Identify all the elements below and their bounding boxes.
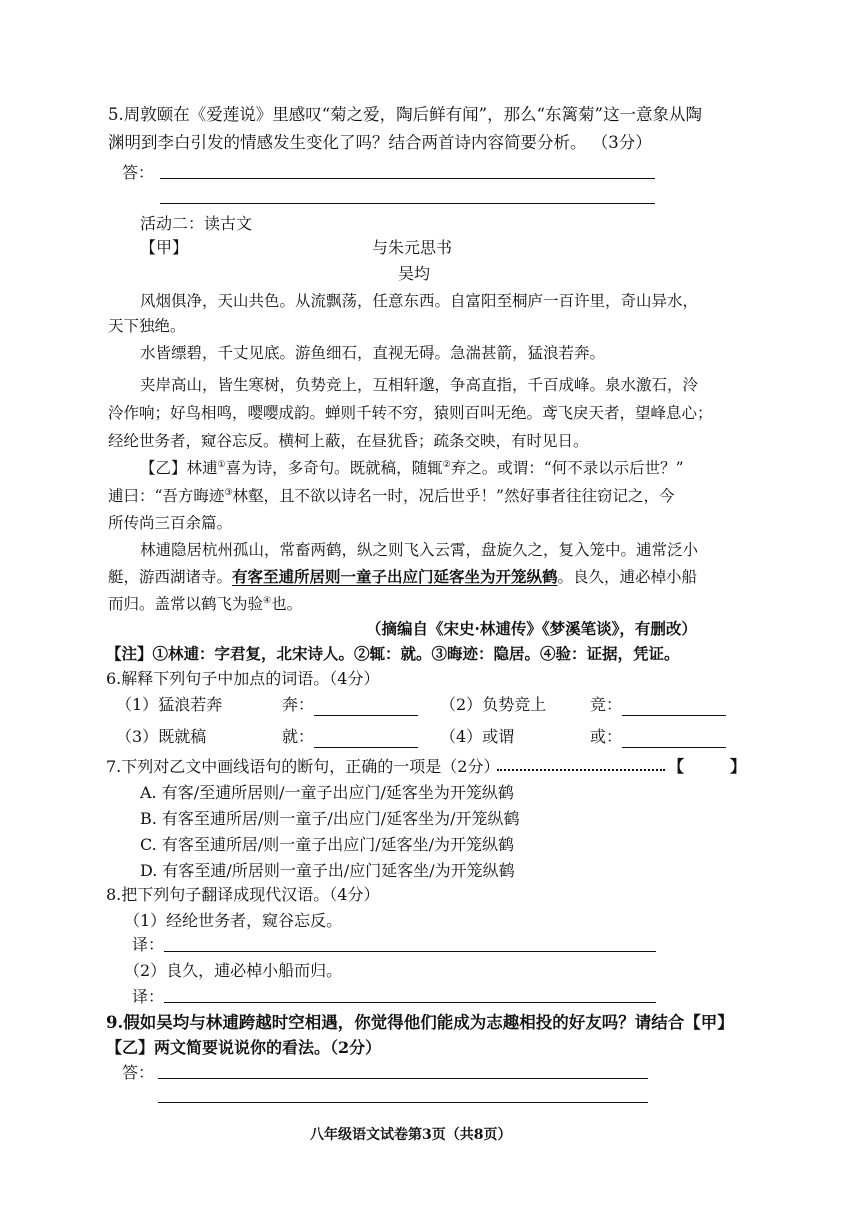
- q6-item3-word: 就：: [282, 727, 315, 746]
- passage-yi-line3: 所传尚三百余篇。: [108, 514, 233, 532]
- q6-item1-phrase: 猛浪若奔: [158, 695, 223, 714]
- q7-answer-box[interactable]: [690, 754, 730, 778]
- q9-line1: 9.假如吴均与林逋跨越时空相遇，你觉得他们能成为志趣相投的好友吗？请结合【甲】: [106, 1013, 734, 1032]
- q9-line2: 【乙】两文简要说说你的看法。（2分）: [106, 1038, 382, 1057]
- note-marker-3: ③: [224, 487, 233, 498]
- q6-item1-word: 奔：: [282, 695, 315, 714]
- passage-yi-l6b: 也。: [271, 595, 303, 613]
- q6-item2-answer: [590, 694, 726, 716]
- passage-jia-p1b: 天下独绝。: [108, 317, 186, 335]
- q8-sentence2: （2）良久，逋必棹小船而归。: [124, 961, 343, 980]
- q6-item3-num: （3）: [116, 727, 159, 746]
- q8-label2: 译：: [132, 987, 165, 1006]
- q7-leader-dots: [497, 769, 665, 771]
- passage-yi-line4: 林逋隐居杭州孤山，常畜两鹤，纵之则飞入云霄，盘旋久之，复入笼中。逋常泛小: [140, 541, 699, 559]
- note-marker-4: ④: [263, 595, 272, 606]
- q6-item3-blank[interactable]: [314, 729, 418, 748]
- q5-answer-line-1[interactable]: [160, 178, 655, 179]
- q6-item4-num: （4）: [440, 727, 483, 746]
- passage-yi-line6: [108, 593, 302, 615]
- q6-stem: 6.解释下列句子中加点的词语。（4分）: [106, 669, 380, 688]
- q6-item2: [440, 694, 546, 716]
- q7-option-d[interactable]: D. 有客至逋/所居则一童子出/应门延客坐/为开笼纵鹤: [140, 861, 515, 880]
- q5-answer-label: 答：: [122, 163, 155, 182]
- page-footer: 八年级语文试卷第3页（共8页）: [310, 1127, 512, 1143]
- activity2-title: 活动二：读古文: [140, 214, 253, 233]
- passage-jia-tag: 【甲】: [140, 238, 189, 257]
- passage-yi-line2: [108, 485, 674, 507]
- underlined-sentence: 有客至逋所居则一童子出应门延客坐为开笼纵鹤: [232, 567, 558, 586]
- q5-answer-line-2[interactable]: [160, 203, 655, 204]
- q7-stem: 7.下列对乙文中画线语句的断句，正确的一项是（2分）: [106, 757, 500, 776]
- passage-yi-l1b: 喜为诗，多奇句。既就稿，随辄: [225, 459, 443, 477]
- q7-option-a[interactable]: A. 有客/至逋所居则/一童子出应门/延客坐为开笼纵鹤: [140, 783, 514, 802]
- passage-jia-title: 与朱元思书: [372, 238, 453, 257]
- q6-item1-blank[interactable]: [314, 697, 418, 716]
- q6-item1-num: （1）: [116, 695, 159, 714]
- passage-jia-p2: 水皆缥碧，千丈见底。游鱼细石，直视无碍。急湍甚箭，猛浪若奔。: [140, 344, 606, 362]
- passage-jia-p3a: 夹岸高山，皆生寒树，负势竞上，互相轩邈，争高直指，千百成峰。泉水激石，泠: [140, 376, 699, 394]
- note-marker-1: ①: [217, 459, 226, 470]
- q8-stem: 8.把下列句子翻译成现代汉语。（4分）: [106, 885, 380, 904]
- passage-yi-l1c: 弃之。或谓：“何不录以示后世？”: [450, 459, 684, 477]
- q6-item1: [116, 694, 222, 716]
- passage-yi-tag: 【乙】: [140, 459, 187, 477]
- q6-item3-answer: [282, 726, 418, 748]
- notes: 【注】①林逋：字君复，北宋诗人。②辄：就。③晦迹：隐居。④验：证据，凭证。: [106, 644, 680, 663]
- passage-jia-p3c: 经纶世务者，窥谷忘反。横柯上蔽，在昼犹昏；疏条交映，有时见日。: [108, 432, 589, 450]
- q6-item2-num: （2）: [440, 695, 483, 714]
- q7-bracket-close: 】: [730, 757, 747, 776]
- q6-item4-word: 或：: [590, 727, 623, 746]
- passage-yi-l1a: 林逋: [186, 459, 218, 477]
- passage-yi-l5b: 。良久，逋必棹小船: [557, 568, 698, 586]
- passage-yi-line5: [108, 566, 697, 588]
- passage-yi-line1: [140, 457, 684, 479]
- q8-answer-line-2[interactable]: [164, 1002, 656, 1003]
- note-marker-2: ②: [442, 459, 451, 470]
- passage-yi-l2b: 林壑，且不欲以诗名一时，况后世乎！”然好事者往往窃记之，今: [232, 487, 675, 505]
- passage-jia-p1a: 风烟俱净，天山共色。从流飘荡，任意东西。自富阳至桐庐一百许里，奇山异水，: [140, 292, 699, 310]
- q8-sentence1: （1）经纶世务者，窥谷忘反。: [124, 911, 343, 930]
- passage-source: （摘编自《宋史·林逋传》《梦溪笔谈》，有删改）: [366, 619, 697, 638]
- q6-item1-answer: [282, 694, 418, 716]
- q6-item4-blank[interactable]: [622, 729, 726, 748]
- q6-item2-word: 竞：: [590, 695, 623, 714]
- q8-label1: 译：: [132, 935, 165, 954]
- q9-answer-label: 答：: [122, 1063, 155, 1082]
- passage-yi-l2a: 逋曰：“吾方晦迹: [108, 487, 225, 505]
- q6-item4: [440, 726, 514, 748]
- q9-answer-line-1[interactable]: [158, 1078, 648, 1079]
- passage-jia-author: 吴均: [398, 264, 431, 283]
- q6-item2-blank[interactable]: [622, 697, 726, 716]
- q7-bracket-open: 【: [668, 757, 685, 776]
- q5-line1: 5.周敦颐在《爱莲说》里感叹“菊之爱，陶后鲜有闻”，那么“东篱菊”这一意象从陶: [108, 105, 702, 124]
- q6-item4-answer: [590, 726, 726, 748]
- q6-item2-phrase: 负势竞上: [482, 695, 547, 714]
- q6-item3: [116, 726, 206, 748]
- q6-item4-phrase: 或谓: [482, 727, 515, 746]
- passage-yi-l5a: 艇，游西湖诸寺。: [108, 568, 233, 586]
- q9-answer-line-2[interactable]: [158, 1102, 648, 1103]
- q6-item3-phrase: 既就稿: [158, 727, 207, 746]
- q7-option-c[interactable]: C. 有客至逋所居/则一童子出应门/延客坐/为开笼纵鹤: [140, 835, 515, 854]
- q5-line2: 渊明到李白引发的情感发生变化了吗？结合两首诗内容简要分析。 （3分）: [108, 133, 652, 152]
- q7-option-b[interactable]: B. 有客至逋所居/则一童子/出应门/延客坐为/开笼纵鹤: [140, 809, 520, 828]
- passage-jia-p3b: 泠作响；好鸟相鸣，嘤嘤成韵。蝉则千转不穷，猿则百叫无绝。鸢飞戾天者，望峰息心；: [108, 404, 713, 422]
- q8-answer-line-1[interactable]: [164, 951, 656, 952]
- passage-yi-l6a: 而归。盖常以鹤飞为验: [108, 595, 264, 613]
